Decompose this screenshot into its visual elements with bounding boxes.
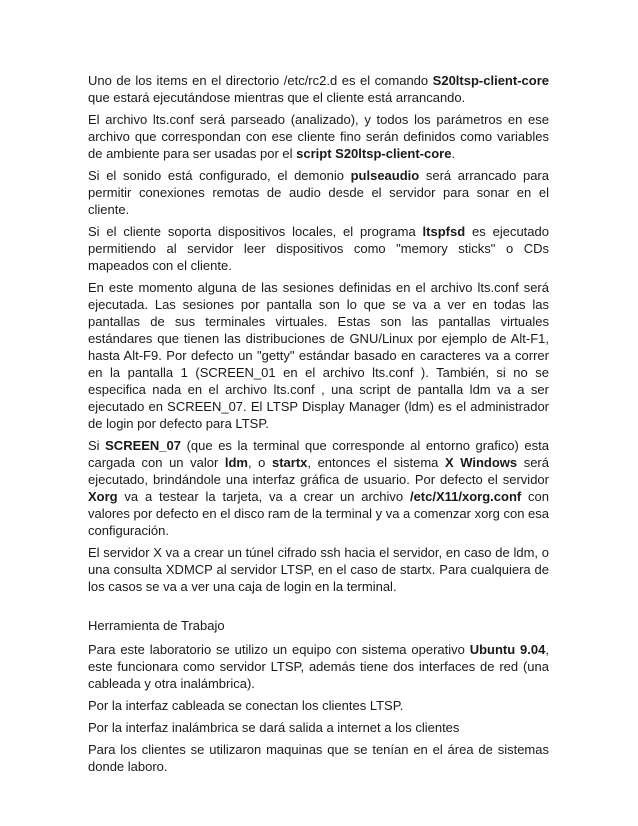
bold-term: X Windows (444, 455, 518, 470)
text-run: Uno de los items en el directorio /etc/rc2.d es el comando (88, 73, 433, 88)
paragraph-5 (88, 279, 549, 432)
section-paragraph-4 (88, 741, 549, 775)
bold-term: pulseaudio (350, 168, 420, 183)
text-run: Por la interfaz inalámbrica se dará salida a internet a los clientes (88, 720, 460, 735)
text-run: va a testear la tarjeta, va a crear un archivo (117, 489, 410, 504)
text-run: Si el sonido está configurado, el demonio (88, 168, 351, 183)
bold-term: ltspfsd (422, 224, 466, 239)
text-run: Por la interfaz cableada se conectan los clientes LTSP. (88, 698, 404, 713)
section-paragraph-3 (88, 719, 549, 736)
paragraph-6 (88, 437, 549, 539)
section-paragraph-1 (88, 641, 549, 692)
text-run: es ejecutado permitiendo al servidor leer dispositivos como "memory sticks" o CDs mapeados con el cliente. (88, 224, 549, 273)
bold-term: Xorg (88, 489, 118, 504)
text-run: será ejecutado, brindándole una interfaz gráfica de usuario. Por defecto el servidor (88, 455, 549, 487)
text-run: En este momento alguna de las sesiones definidas en el archivo lts.conf será ejecutada. Las sesiones por pantalla son lo que se va a ver en todas las pantallas de sus terminales virtuales. Estas son las pantallas virtuales estándares que tienen las distribuciones de GNU/Linux por ejemplo de Alt-F1, hasta Alt-F9. Por defecto un "getty" estándar basado en caracteres va a correr en la pantalla 1 (SCREEN_01 en el archivo lts.conf ). También, si no se especifica nada en el archivo lts.conf , una script de pantalla ldm va a ser ejecutado en SCREEN_07. El LTSP Display Manager (ldm) es el administrador de login por defecto para LTSP. (88, 280, 549, 431)
section-gap (88, 600, 549, 617)
section-paragraph-2 (88, 697, 549, 714)
paragraph-2 (88, 111, 549, 162)
text-run: Si (88, 438, 106, 453)
text-run: Para los clientes se utilizaron maquinas que se tenían en el área de sistemas donde laboro. (88, 742, 549, 774)
text-run: , o (247, 455, 272, 470)
section-body-text (88, 641, 549, 775)
bold-term: script S20ltsp-client-core (296, 146, 452, 161)
paragraph-7 (88, 544, 549, 595)
text-run: Para este laboratorio se utilizo un equipo con sistema operativo (88, 642, 470, 657)
text-run: que estará ejecutándose mientras que el cliente está arrancando. (88, 90, 466, 105)
text-run: . (451, 146, 456, 161)
text-run: (que es la terminal que corresponde al entorno grafico) esta cargada con un valor (88, 438, 549, 470)
bold-term: startx (271, 455, 308, 470)
bold-term: S20ltsp-client-core (432, 73, 549, 88)
text-run: , este funcionara como servidor LTSP, además tiene dos interfaces de red (una cableada y otra inalámbrica). (88, 642, 549, 691)
text-run: Si el cliente soporta dispositivos locales, el programa (88, 224, 423, 239)
bold-term: SCREEN_07 (105, 438, 182, 453)
paragraph-1 (88, 72, 549, 106)
text-run: El archivo lts.conf será parseado (analizado), y todos los parámetros en ese archivo que correspondan con ese cliente fino serán definidos como variables de ambiente para ser usadas por el (88, 112, 549, 161)
body-text (88, 72, 549, 595)
text-run: será arrancado para permitir conexiones remotas de audio desde el servidor para sonar en el cliente. (88, 168, 549, 217)
text-run: , entonces el sistema (307, 455, 445, 470)
section-heading: Herramienta de Trabajo (88, 618, 225, 633)
bold-term: /etc/X11/xorg.conf (409, 489, 522, 504)
text-run: El servidor X va a crear un túnel cifrado ssh hacia el servidor, en caso de ldm, o una consulta XDMCP al servidor LTSP, en el caso de startx. Para cualquiera de los casos se va a ver una caja de login en la terminal. (88, 545, 549, 594)
paragraph-3 (88, 167, 549, 218)
paragraph-4 (88, 223, 549, 274)
bold-term: ldm (224, 455, 248, 470)
document-page (88, 72, 549, 780)
text-run: con valores por defecto en el disco ram de la terminal y va a comenzar xorg con esa configuración. (88, 489, 550, 538)
bold-term: Ubuntu 9.04 (469, 642, 546, 657)
